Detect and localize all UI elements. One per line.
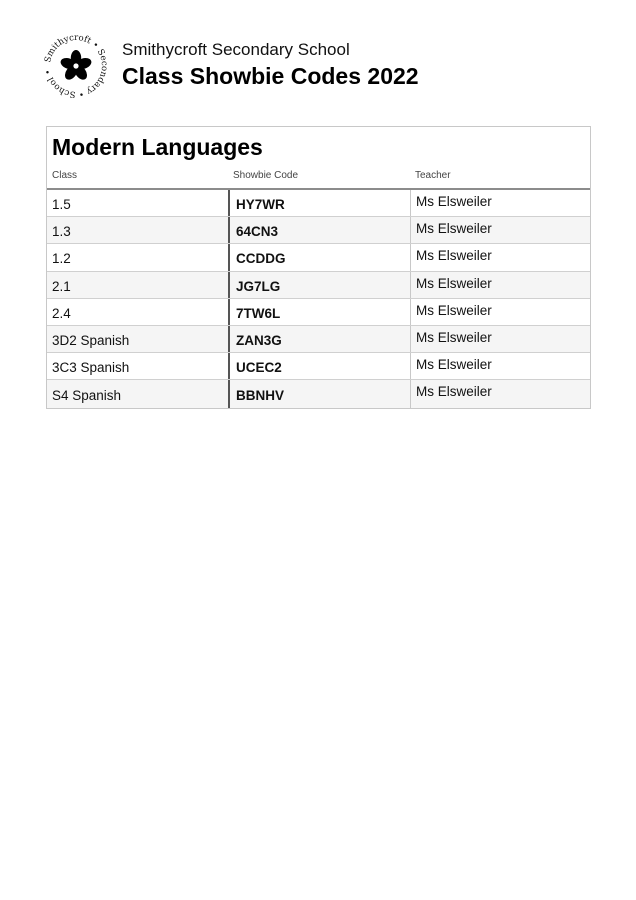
class-cell: 3D2 Spanish — [52, 333, 130, 349]
logo-ring-text: Smithycroft • Se ndary • School • — [44, 34, 108, 98]
class-cell: 1.5 — [52, 197, 71, 213]
school-name: Smithycroft Secondary School — [122, 40, 350, 59]
teacher-cell: Ms Elsweiler — [410, 217, 590, 243]
showbie-code-cell: CCDDG — [228, 244, 410, 270]
table-row — [47, 326, 590, 353]
table-row — [47, 299, 590, 326]
table-row — [47, 190, 590, 217]
column-header-code: Showbie Code — [233, 170, 299, 181]
showbie-code-cell: 7TW6L — [228, 299, 410, 325]
class-cell: 2.4 — [52, 305, 71, 321]
showbie-code-cell: JG7LG — [228, 272, 410, 298]
codes-table-panel — [46, 126, 591, 409]
table-row — [47, 353, 590, 380]
showbie-code-cell: BBNHV — [228, 380, 410, 407]
table-row — [47, 244, 590, 271]
column-header-teacher: Teacher — [415, 170, 451, 181]
column-header-class: Class — [52, 170, 78, 181]
teacher-cell: Ms Elsweiler — [410, 326, 590, 352]
showbie-code-cell: HY7WR — [228, 190, 410, 216]
class-cell: 3C3 Spanish — [52, 360, 130, 376]
table-row — [47, 272, 590, 299]
school-crest-flower-icon — [44, 34, 108, 98]
table-row — [47, 217, 590, 244]
teacher-cell: Ms Elsweiler — [410, 299, 590, 325]
teacher-cell: Ms Elsweiler — [410, 380, 590, 407]
teacher-cell: Ms Elsweiler — [410, 353, 590, 379]
showbie-code-cell: UCEC2 — [228, 353, 410, 379]
table-row — [47, 380, 590, 407]
teacher-cell: Ms Elsweiler — [410, 190, 590, 216]
section-title: Modern Languages — [52, 134, 263, 160]
teacher-cell: Ms Elsweiler — [410, 272, 590, 298]
class-cell: S4 Spanish — [52, 387, 122, 403]
showbie-code-cell: ZAN3G — [228, 326, 410, 352]
class-cell: 1.3 — [52, 224, 71, 240]
class-cell: 2.1 — [52, 278, 71, 294]
table-body — [47, 190, 590, 408]
document-title: Class Showbie Codes 2022 — [122, 63, 419, 89]
table-header — [47, 163, 590, 190]
class-cell: 1.2 — [52, 251, 71, 267]
showbie-code-cell: 64CN3 — [228, 217, 410, 243]
school-logo — [44, 34, 108, 98]
teacher-cell: Ms Elsweiler — [410, 244, 590, 270]
